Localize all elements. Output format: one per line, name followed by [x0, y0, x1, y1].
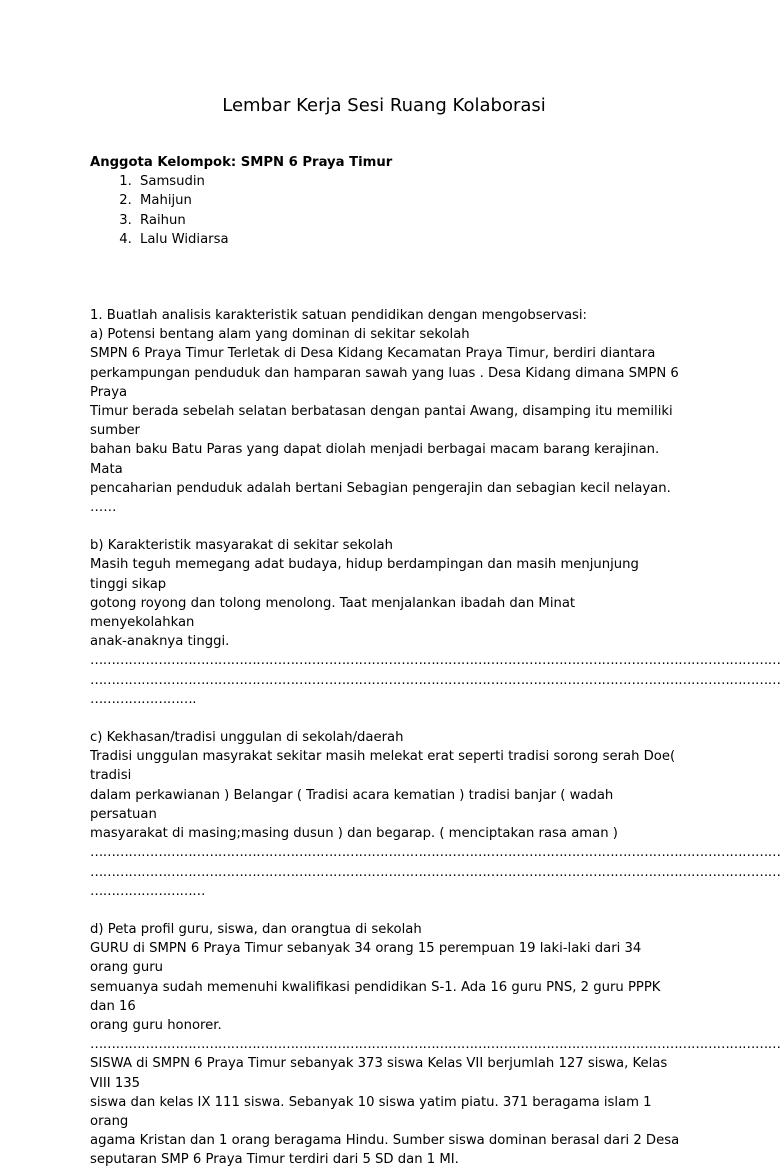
member-item: 4. Lalu Widiarsa [136, 230, 680, 249]
section-a [90, 325, 680, 517]
text-line: Tradisi unggulan masyrakat sekitar masih melekat erat seperti tradisi sorong serah Doe( tradisi [90, 749, 676, 784]
member-item: 1. Samsudin [136, 172, 680, 191]
text-line: anak-anaknya tinggi. [90, 634, 230, 650]
document-body [90, 153, 781, 1170]
member-list [90, 172, 680, 249]
text-line: bahan baku Batu Paras yang dapat diolah menjadi berbagai macam barang kerajinan. Mata [90, 442, 660, 477]
text-line: siswa dan kelas IX 111 siswa. Sebanyak 10 siswa yatim piatu. 371 beragama islam 1 orang [90, 1094, 652, 1129]
dotted-line: ……………………………………………………………………………………………………………………………………………… [90, 845, 781, 861]
dotted-line: ……………………………………………………………………………………………………………………………………………… [90, 672, 781, 688]
section-heading: a) Potensi bentang alam yang dominan di sekitar sekolah [90, 327, 470, 343]
section-c [90, 728, 781, 901]
text-line: SISWA di SMPN 6 Praya Timur sebanyak 373 siswa Kelas VII berjumlah 127 siswa, Kelas VIII 135 [90, 1056, 668, 1091]
text-line: Timur berada sebelah selatan berbatasan dengan pantai Awang, disamping itu memiliki sumber [90, 404, 673, 439]
text-line: dalam perkawianan ) Belangar ( Tradisi acara kematian ) tradisi banjar ( wadah persatuan [90, 787, 614, 822]
text-line: gotong royong dan tolong menolong. Taat menjalankan ibadah dan Minat menyekolahkan [90, 595, 576, 631]
text-line: agama Kristan dan 1 orang beragama Hindu. Sumber siswa dominan berasal dari 2 Desa [90, 1133, 680, 1149]
dotted-line: ……………………………………………………………………………………………………………………………………………… [90, 1037, 781, 1053]
text-line: Masih teguh memegang adat budaya, hidup berdampingan dan masih menjunjung tinggi sikap [90, 557, 639, 592]
text-line: semuanya sudah memenuhi kwalifikasi pendidikan S-1. Ada 16 guru PNS, 2 guru PPPK dan 16 [90, 979, 661, 1014]
section-b [90, 536, 781, 709]
group-heading: Anggota Kelompok: SMPN 6 Praya Timur [90, 155, 393, 170]
text-line: GURU di SMPN 6 Praya Timur sebanyak 34 orang 15 perempuan 19 laki-laki dari 34 orang guru [90, 941, 642, 976]
section-heading: c) Kekhasan/tradisi unggulan di sekolah/daerah [90, 730, 404, 746]
dotted-line: ……………………. [90, 691, 197, 707]
document-title: Lembar Kerja Sesi Ruang Kolaborasi [222, 95, 546, 116]
text-line: pencaharian penduduk adalah bertani Sebagian pengerajin dan sebagian kecil nelayan. …… [90, 480, 671, 516]
section-heading: b) Karakteristik masyarakat di sekitar sekolah [90, 538, 393, 554]
section-d [90, 920, 781, 1170]
text-line: masyarakat di masing;masing dusun ) dan begarap. ( menciptakan rasa aman ) [90, 826, 618, 842]
text-line: orang guru honorer. [90, 1017, 222, 1033]
text-line: perkampungan penduduk dan hamparan sawah yang luas . Desa Kidang dimana SMPN 6 Praya [90, 365, 679, 400]
text-line: SMPN 6 Praya Timur Terletak di Desa Kidang Kecamatan Praya Timur, berdiri diantara [90, 346, 656, 362]
member-item: 3. Raihun [136, 211, 680, 230]
member-item: 2. Mahijun [136, 191, 680, 210]
section-heading: d) Peta profil guru, siswa, dan orangtua di sekolah [90, 921, 422, 937]
dotted-line: ……………………………………………………………………………………………………………………………………………… [90, 653, 781, 669]
question-prompt: 1. Buatlah analisis karakteristik satuan pendidikan dengan mengobservasi: [90, 308, 588, 324]
dotted-line: ……………………………………………………………………………………………………………………………………………… [90, 864, 781, 880]
text-line: seputaran SMP 6 Praya Timur terdiri dari 5 SD dan 1 MI. [90, 1152, 459, 1168]
dotted-line: ……………………… [90, 883, 206, 899]
